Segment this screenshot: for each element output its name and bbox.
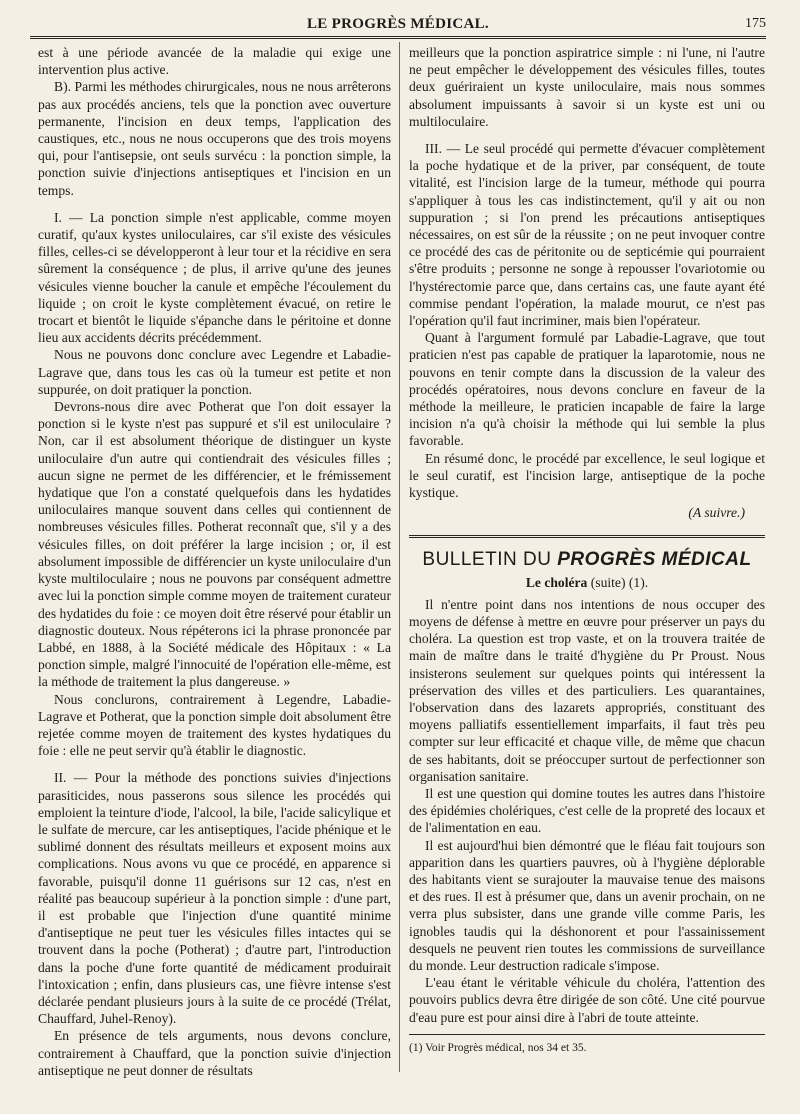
page-number: 175: [745, 16, 766, 31]
running-header: [30, 14, 766, 39]
paragraph: En résumé donc, le procédé par excellence, le seul logique et le seul curatif, est l'incision large, antiseptique de la poche kystique.: [409, 450, 765, 501]
section-heading: [409, 574, 765, 591]
paragraph: III. — Le seul procédé qui permette d'évacuer complètement la poche hydatique et de la priver, par conséquent, de toute vitalité, est l'incision large de la tumeur, méthode qui pourra s'appliquer à tous les cas indistinctement, qu'il y ait ou non suppuration ; si l'on prend les précautions antiseptiques nécessaires, on est sûr de la réussite ; on ne peut invoquer contre ce procédé des cas de péritonite ou de septicémie qui pourraient s'être produits ; personne ne songe à repousser l'ovariotomie ou l'hystérectomie parce que, dans certains cas, une faute ayant été commise pendant l'opération, la malade mourut, ce n'est pas l'opération qu'il faut incriminer, mais bien l'opérateur.: [409, 141, 765, 329]
paragraph: II. — Pour la méthode des ponctions suivies d'injections parasiticides, nous passerons sous silence les procédés qui emploient la teinture d'iode, l'alcool, la bile, l'acide salicylique et le sulfate de mercure, car les antiseptiques, l'acide phénique et le sublimé donnent des résultats meilleurs et exposent moins aux complications. Nous avons vu que ce procédé, en apparence si favorable, puisqu'il donne 11 guérisons sur 12 cas, n'est en réalité pas beaucoup supérieur à la ponction simple : d'une part, il est probable que l'injection d'une quantité minime d'antiseptique ne peut tuer les vésicules filles intactes qui se trouvent dans la poche (Potherat) ; d'autre part, l'introduction dans la poche d'une forte quantité de médicament produirait l'intoxication ; enfin, dans plusieurs cas, une fièvre intense s'est déclarée pendant plusieurs jours à la suite de ce procédé (Trélat, Chauffard, Juhel-Renoy).: [38, 770, 391, 1027]
paragraph: B). Parmi les méthodes chirurgicales, nous ne nous arrêterons pas aux procédés anciens, tels que la ponction avec ouverture permanente, l'incision en deux temps, l'application des caustiques, etc., nous ne nous occuperons que des trois moyens qui, pour l'antisepsie, ont seuls survécu : la ponction simple, la ponction suivie d'injections antiseptiques et l'incision en un temps.: [38, 79, 391, 198]
paragraph: Quant à l'argument formulé par Labadie-Lagrave, que tout praticien n'est pas capable de pratiquer la laparotomie, nous ne pouvons en tenir compte dans la discussion de la valeur des procédés opératoires, nous devons conclure en faveur de la méthode la meilleure, le praticien incapable de faire la large incision n'a qu'à choisir la méthode qui lui semble la plus favorable.: [409, 330, 765, 449]
paragraph: Nous conclurons, contrairement à Legendre, Labadie-Lagrave et Potherat, que la ponction simple doit absolument être rejetée comme moyen de traitement des kystes hydatiques du foie : elle ne peut servir qu'à établir le diagnostic.: [38, 691, 391, 759]
bulletin-title-journal: PROGRÈS MÉDICAL: [557, 549, 752, 571]
right-column: [409, 44, 765, 1055]
to-be-continued: (A suivre.): [688, 505, 745, 521]
footnote: (1) Voir Progrès médical, nos 34 et 35.: [409, 1034, 765, 1055]
bulletin-heading: [409, 535, 765, 572]
journal-title: LE PROGRÈS MÉDICAL.: [307, 16, 489, 32]
section-suffix: (suite) (1).: [590, 575, 649, 591]
section-title: Le choléra: [525, 575, 588, 591]
paragraph: Il n'entre point dans nos intentions de nous occuper des moyens de défense à mettre en œuvre pour préserver un pays du choléra. La question est trop vaste, et on la trouvera traitée de main de maître dans le traité d'hygiène du Pr Proust. Nous insisterons seulement sur quelques points qui intéressent la préservation des villes et des particuliers. Les quarantaines, l'observation dans des lazarets appropriés, constituant des moyens palliatifs essentiellement imparfaits, il faut très peu compter sur leur efficacité et chaque ville, de même que chacun de ses habitants, doit se préoccuper surtout de perfectionner son organisation sanitaire.: [409, 596, 765, 784]
paragraph: En présence de tels arguments, nous devons conclure, contrairement à Chauffard, que la ponction suivie d'injection antiseptique ne peut donner de résultats: [38, 1028, 391, 1078]
paragraph: I. — La ponction simple n'est applicable, comme moyen curatif, qu'aux kystes uniloculaires, car s'il existe des vésicules filles, celles-ci se développeront à leur tour et la récidive en sera sûrement la conséquence ; de plus, il arrive qu'une des jeunes vésicules vienne boucher la canule et empêche l'écoulement du liquide ; on croit le kyste complètement évacué, on retire le trocart et bientôt le liquide s'épanche dans le péritoine et donne lieu aux accidents décrits précédemment.: [38, 209, 391, 346]
paragraph: meilleurs que la ponction aspiratrice simple : ni l'une, ni l'autre ne peut empêcher le développement des vésicules filles, toutes deux guériraient un kyste uniloculaire, mais nous sommes absolument impuissants à savoir si un kyste est uni ou multiloculaire.: [409, 45, 765, 129]
paragraph: Devrons-nous dire avec Potherat que l'on doit essayer la ponction si le kyste n'est pas suppuré et s'il est uniloculaire ? Non, car il est absolument théorique de distinguer un kyste uniloculaire d'un autre qui contiendrait des vésicules filles ; aucun signe ne permet de les différencier, et le frémissement hydatique que l'on a constaté quelquefois dans les hydatides uniloculaires manque souvent dans celles qui contiennent de nombreuses vésicules filles. Potherat reconnaît que, s'il y a des vésicules filles, on doit préférer la large incision ; or, il est absolument impossible de différencier un kyste uniloculaire d'un kyste multiloculaire ; nous ne pouvons par conséquent admettre avec lui la ponction simple comme moyen de traitement curateur des hydatides du foie : ce moyen doit être réservé pour établir un diagnostic douteux. Nous répéterons ici la phrase prononcée par Labbé, en 1888, à la Société médicale des Hôpitaux : « La ponction simple, malgré l'innocuité de l'opération elle-même, est la méthode de traitement la plus dangereuse. »: [38, 399, 391, 690]
paragraph: Il est aujourd'hui bien démontré que le fléau fait toujours son apparition dans les quartiers pauvres, où à l'hygiène déplorable des habitants vient se surajouter la mauvaise tenue des maisons et des rues. Il est à présumer que, dans un avenir prochain, on ne verra plus subsister, dans une grande ville comme Paris, les ignobles taudis qui la déshonorent et pour l'assainissement desquels ne peuvent rien toutes les commissions de surveillance du monde. Leur destruction radicale s'impose.: [409, 837, 765, 973]
paragraph: L'eau étant le véritable véhicule du choléra, l'attention des pouvoirs publics devra être dirigée de son côté. Une cité pourvue d'eau pure est pour ainsi dire à l'abri de toute atteinte.: [409, 975, 765, 1025]
column-divider: [399, 42, 400, 1072]
left-column: [38, 44, 391, 1079]
paragraph: Il est une question qui domine toutes les autres dans l'histoire des épidémies cholériques, c'est celle de la propreté des locaux et de l'alimentation en eau.: [409, 785, 765, 836]
paragraph: est à une période avancée de la maladie qui exige une intervention plus active.: [38, 45, 391, 78]
paragraph: Nous ne pouvons donc conclure avec Legendre et Labadie-Lagrave que, dans tous les cas où la tumeur est petite et non suppurée, on doit pratiquer la ponction.: [38, 347, 391, 397]
bulletin-title-prefix: BULLETIN DU: [422, 549, 552, 571]
